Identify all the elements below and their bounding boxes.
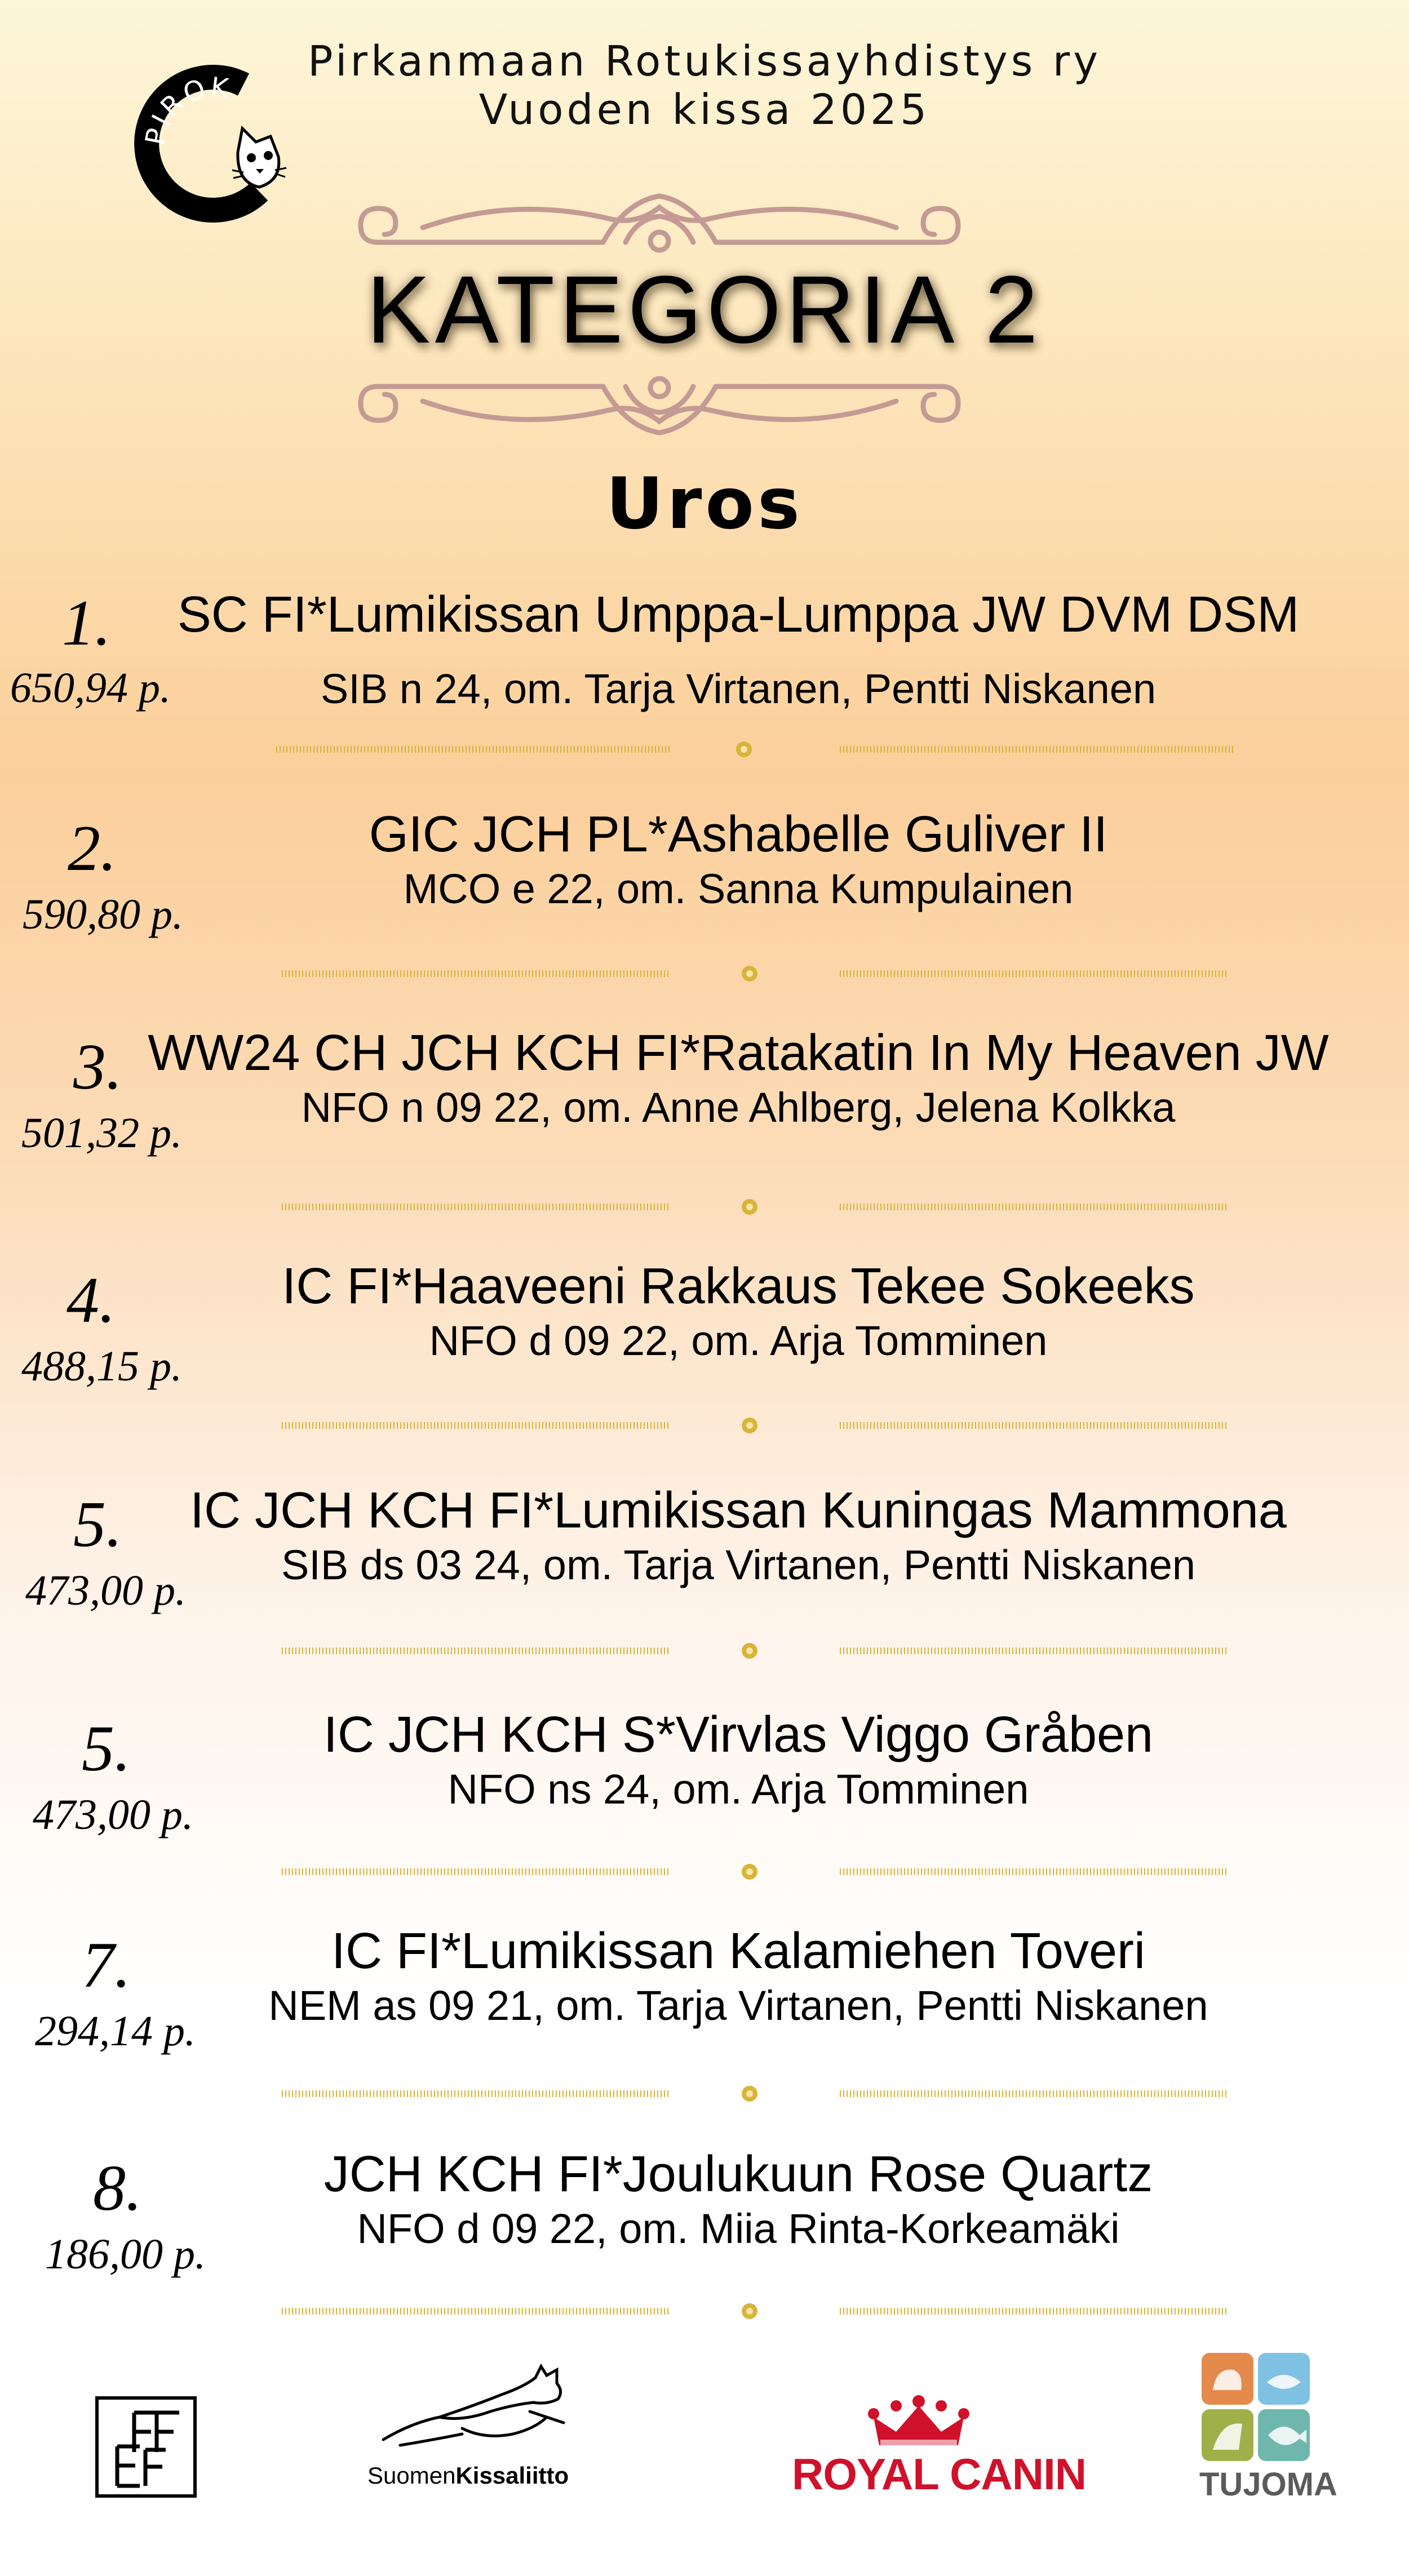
cat-details: NFO ns 24, om. Arja Tomminen xyxy=(447,1766,1029,1813)
rank-number: 1. xyxy=(62,587,111,659)
poster-subtitle: Vuoden kissa 2025 xyxy=(478,86,931,134)
tujoma-logo: TUJOMA xyxy=(1199,2466,1337,2503)
rank-number: 8. xyxy=(93,2152,142,2224)
cat-details: NEM as 09 21, om. Tarja Virtanen, Pentti Niskanen xyxy=(268,1982,1208,2029)
gender-title: Uros xyxy=(605,462,803,545)
cat-head-icon xyxy=(232,128,286,187)
suomen-kissaliitto-logo xyxy=(367,2462,569,2489)
points: 501,32 p. xyxy=(21,1109,182,1157)
gold-divider xyxy=(276,738,1234,761)
cat-details: NFO d 09 22, om. Arja Tomminen xyxy=(429,1317,1048,1364)
rank-number: 2. xyxy=(68,812,117,885)
gold-divider xyxy=(276,2082,1234,2105)
top-ornament xyxy=(344,179,975,264)
gold-divider xyxy=(276,962,1234,985)
ranking-entry-8 xyxy=(0,2146,1409,2365)
points: 473,00 p. xyxy=(25,1567,186,1614)
cat-details: SIB n 24, om. Tarja Virtanen, Pentti Niskanen xyxy=(320,665,1157,712)
cat-name: IC FI*Haaveeni Rakkaus Tekee Sokeeks xyxy=(282,1258,1195,1314)
ranking-entry-5 xyxy=(0,1476,1409,1696)
points: 590,80 p. xyxy=(23,891,183,938)
cat-name: WW24 CH JCH KCH FI*Ratakatin In My Heaven JW xyxy=(148,1025,1329,1081)
suomen-kissaliitto-suffix: Kissaliitto xyxy=(455,2462,569,2489)
cat-name: IC JCH KCH FI*Lumikissan Kuningas Mammona xyxy=(190,1482,1287,1539)
ranking-entry-4 xyxy=(0,1252,1409,1472)
category-title: KATEGORIA 2 xyxy=(366,256,1043,363)
cat-details: NFO n 09 22, om. Anne Ahlberg, Jelena Kolkka xyxy=(301,1084,1176,1131)
bottom-ornament xyxy=(344,365,975,450)
gold-divider xyxy=(276,2300,1234,2322)
points: 650,94 p. xyxy=(10,664,171,712)
cat-details: NFO d 09 22, om. Miia Rinta-Korkeamäki xyxy=(357,2205,1120,2252)
points: 186,00 p. xyxy=(45,2231,206,2278)
ranking-entry-7 xyxy=(0,1922,1409,2142)
royal-canin-logo: ROYAL CANIN xyxy=(792,2449,1087,2499)
rank-number: 3. xyxy=(73,1031,122,1103)
points: 488,15 p. xyxy=(21,1343,182,1390)
cat-name: IC JCH KCH S*Virvlas Viggo Gråben xyxy=(323,1707,1154,1763)
gold-divider xyxy=(276,1640,1234,1662)
rank-number: 4. xyxy=(67,1264,116,1336)
pirok-logo-text: PIROK xyxy=(139,71,233,148)
organization-name: Pirkanmaan Rotukissayhdistys ry xyxy=(307,37,1101,86)
ranking-entry-2 xyxy=(0,800,1409,1020)
ranking-entry-6 xyxy=(0,1706,1409,1926)
suomen-kissaliitto-prefix: Suomen xyxy=(367,2462,456,2489)
cat-details: MCO e 22, om. Sanna Kumpulainen xyxy=(403,865,1074,912)
gold-divider xyxy=(276,1860,1234,1883)
gold-divider xyxy=(276,1414,1234,1437)
tujoma-logo-icon xyxy=(1199,2351,1312,2463)
suomen-kissaliitto-cat-icon xyxy=(378,2355,581,2457)
cat-name: SC FI*Lumikissan Umppa-Lumppa JW DVM DSM xyxy=(177,587,1300,643)
cat-name: GIC JCH PL*Ashabelle Guliver II xyxy=(369,806,1108,863)
ranking-entry-1 xyxy=(0,580,1409,800)
points: 294,14 p. xyxy=(35,2007,196,2055)
points: 473,00 p. xyxy=(33,1791,193,1838)
royal-canin-crown-icon xyxy=(868,2395,969,2451)
rank-number: 5. xyxy=(82,1713,131,1785)
rank-number: 7. xyxy=(82,1929,131,2001)
cat-details: SIB ds 03 24, om. Tarja Virtanen, Pentti Niskanen xyxy=(281,1542,1196,1588)
cat-name: IC FI*Lumikissan Kalamiehen Toveri xyxy=(331,1923,1145,1979)
cat-name: JCH KCH FI*Joulukuun Rose Quartz xyxy=(324,2146,1153,2202)
gold-divider xyxy=(276,1196,1234,1218)
rank-number: 5. xyxy=(73,1489,122,1561)
fife-logo xyxy=(95,2396,197,2498)
